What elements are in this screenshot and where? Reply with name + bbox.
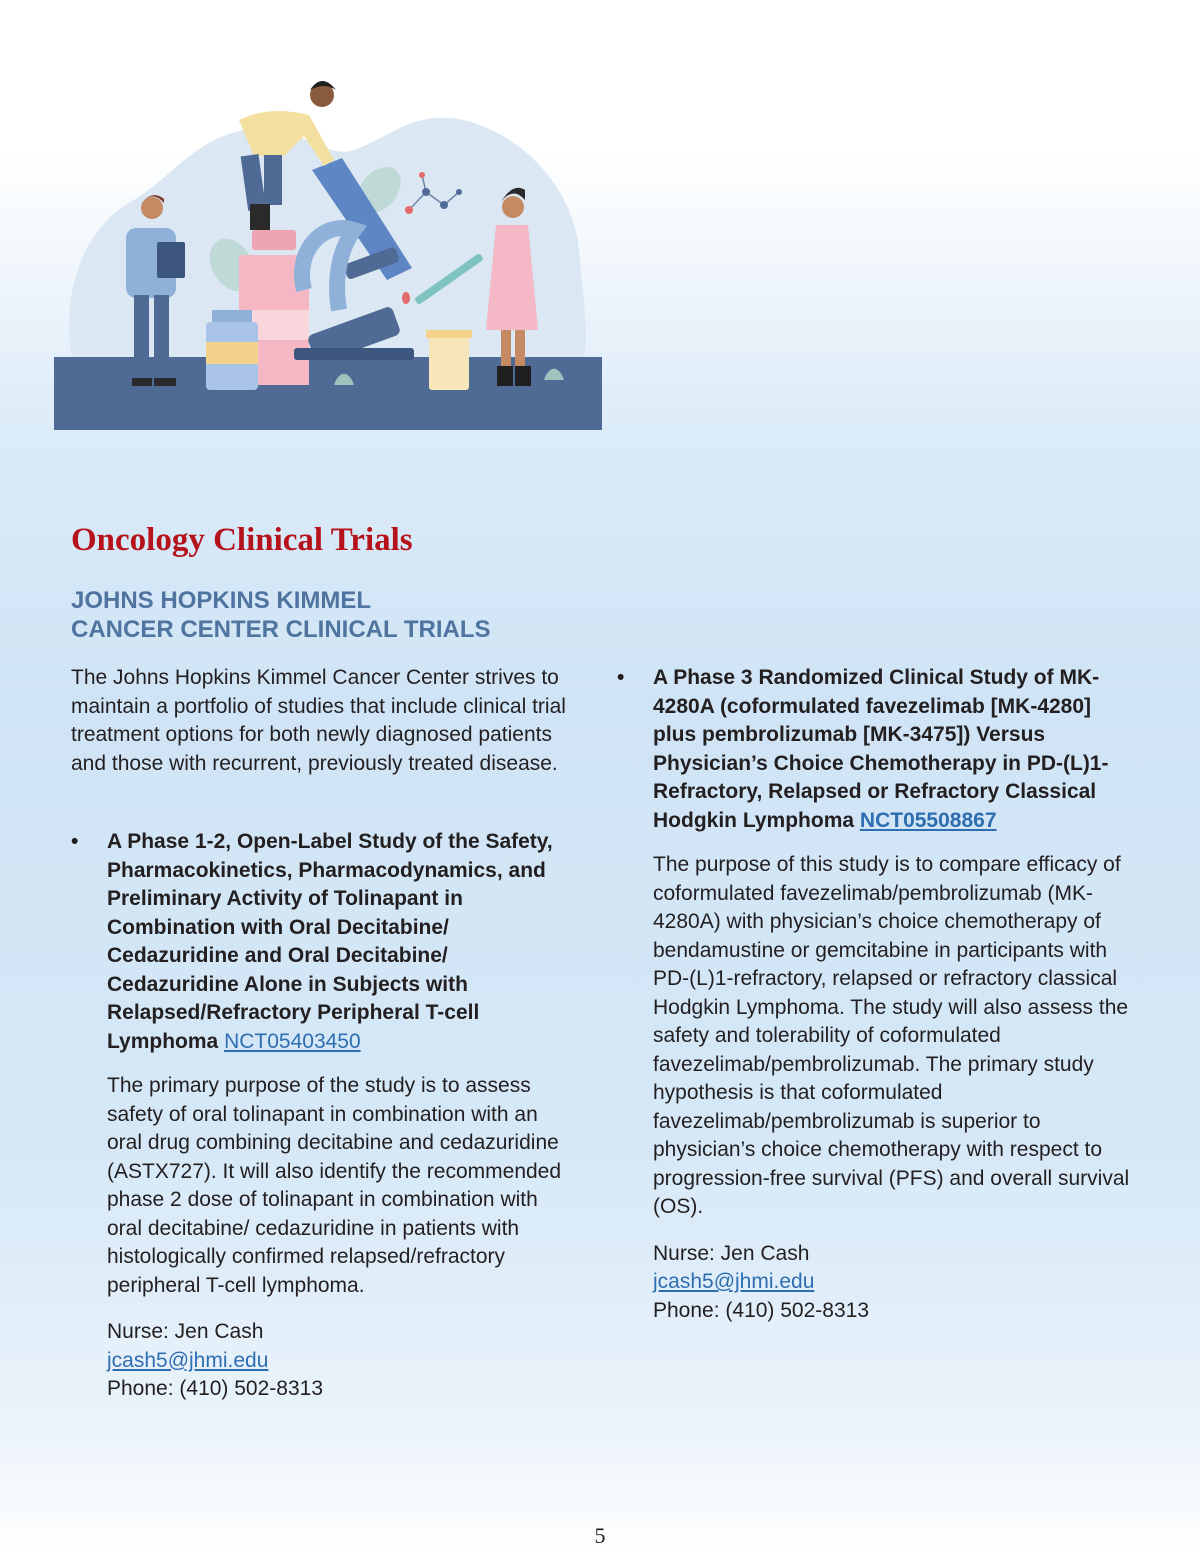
page-number: 5 (594, 1523, 606, 1548)
section-subtitle (71, 586, 491, 644)
phone-number: Phone: (410) 502-8313 (107, 1377, 323, 1400)
nct-link[interactable]: NCT05508867 (859, 808, 997, 832)
trial-title-text: A Phase 1-2, Open-Label Study of the Safety, Pharmacokinetics, Pharmacodynamics, and Preliminary Activity of Tolinapant in Combination with Oral Decitabine/ Cedazuridine and Oral Decitabine/ Cedazuridine Alone in Subjects with Relapsed/Refractory Peripheral T-cell Lymphoma (107, 830, 553, 1053)
subtitle-line-1: JOHNS HOPKINS KIMMEL (71, 587, 372, 614)
email-link[interactable]: jcash5@jhmi.edu (107, 1348, 269, 1372)
trial-item-1 (71, 828, 571, 1404)
subtitle-line-2: CANCER CENTER CLINICAL TRIALS (71, 616, 491, 643)
trial-title (107, 828, 571, 1056)
scientists-illustration (54, 80, 602, 430)
nct-link[interactable]: NCT05403450 (224, 1029, 361, 1053)
trial-item-2 (617, 664, 1137, 1325)
bullet-marker: • (71, 830, 79, 853)
trial-description: The purpose of this study is to compare efficacy of coformulated favezelimab/pembrolizumab (MK-4280A) with physician’s choice chemotherapy of bendamustine or gemcitabine in participants with PD-(L)1-refractory, relapsed or refractory classical Hodgkin Lymphoma. The study will also assess the safety and tolerability of coformulated favezelimab/pembrolizumab. The primary study hypothesis is that coformulated favezelimab/pembrolizumab is superior to physician’s choice chemotherapy with respect to progression-free survival (PFS) and overall survival (OS). (653, 853, 1130, 1218)
bullet-marker: • (617, 666, 625, 689)
intro-paragraph: The Johns Hopkins Kimmel Cancer Center strives to maintain a portfolio of studies that include clinical trial treatment options for both newly diagnosed patients and those with recurrent, previously treated disease. (71, 666, 566, 775)
phone-number: Phone: (410) 502-8313 (653, 1298, 869, 1322)
nurse-name: Nurse: Jen Cash (653, 1241, 810, 1265)
page-title: Oncology Clinical Trials (71, 522, 413, 558)
trial-title (653, 664, 1137, 835)
nurse-name: Nurse: Jen Cash (107, 1320, 264, 1343)
trial-description: The primary purpose of the study is to assess safety of oral tolinapant in combination with an oral drug combining decitabine and cedazuridine (ASTX727). It will also identify the recommended phase 2 dose of tolinapant in combination with oral decitabine/ cedazuridine in patients with histologically confirmed relapsed/refractory peripheral T-cell lymphoma. (107, 1074, 562, 1297)
trial-title-text: A Phase 3 Randomized Clinical Study of MK-4280A (coformulated favezelimab [MK-4280] plus pembrolizumab [MK-3475]) Versus Physician’s Choice Chemotherapy in PD-(L)1-Refractory, Relapsed or Refractory Classical Hodgkin Lymphoma (653, 666, 1109, 832)
contact-block (107, 1318, 571, 1404)
contact-block (653, 1240, 1137, 1326)
email-link[interactable]: jcash5@jhmi.edu (653, 1270, 815, 1293)
